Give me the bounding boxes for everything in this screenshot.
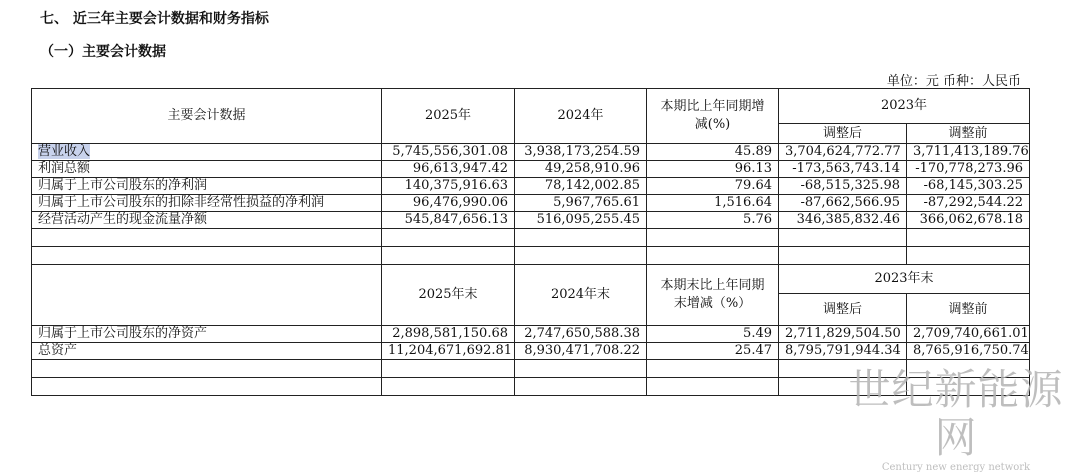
watermark-subtitle: Century new energy network (881, 462, 1031, 473)
header-2024: 2024年 (515, 89, 647, 144)
cell-2024: 78,142,002.85 (515, 178, 647, 195)
cell-adjusted-after: -173,563,743.14 (779, 161, 907, 178)
row-label: 归属于上市公司股东的扣除非经常性损益的净利润 (32, 195, 382, 212)
header-2025-end: 2025年末 (382, 265, 515, 326)
sub-title: （一）主要会计数据 (40, 44, 166, 60)
cell-adjusted-after: 346,385,832.46 (779, 212, 907, 229)
cell-adjusted-before: 2,709,740,661.01 (907, 326, 1030, 343)
cell-adjusted-before: -68,145,303.25 (907, 178, 1030, 195)
table-row-blank (32, 360, 1030, 378)
row-label: 归属于上市公司股东的净利润 (32, 178, 382, 195)
cell-2024: 49,258,910.96 (515, 161, 647, 178)
cell-2025-end: 2,898,581,150.68 (382, 326, 515, 343)
cell-2025: 5,745,556,301.08 (382, 144, 515, 161)
table-row-net-assets (32, 326, 1030, 343)
cell-adjusted-after: 2,711,829,504.50 (779, 326, 907, 343)
financial-data-table (31, 88, 1030, 396)
row-label (32, 144, 382, 161)
cell-adjusted-before: 8,765,916,750.74 (907, 343, 1030, 360)
row-label-highlighted: 营业收入 (38, 144, 91, 159)
cell-adjusted-before: -87,292,544.22 (907, 195, 1030, 212)
cell-change: 79.64 (647, 178, 779, 195)
table-row-net-profit-excl-nonrecurring (32, 195, 1030, 212)
header-change: 本期比上年同期增减(%) (647, 89, 779, 144)
table-row-total-profit (32, 161, 1030, 178)
cell-2025-end: 11,204,671,692.81 (382, 343, 515, 360)
row-label: 归属于上市公司股东的净资产 (32, 326, 382, 343)
table-row-total-assets (32, 343, 1030, 360)
cell-adjusted-after: 8,795,791,944.34 (779, 343, 907, 360)
header-adjusted-after: 调整后 (779, 294, 907, 326)
cell-2024: 5,967,765.61 (515, 195, 647, 212)
table-row-net-profit (32, 178, 1030, 195)
unit-currency-note: 单位：元 币种：人民币 (886, 74, 1021, 89)
table-row-revenue (32, 144, 1030, 161)
cell-2024-end: 8,930,471,708.22 (515, 343, 647, 360)
row-label: 经营活动产生的现金流量净额 (32, 212, 382, 229)
cell-change: 45.89 (647, 144, 779, 161)
cell-adjusted-before: 366,062,678.18 (907, 212, 1030, 229)
table-row-blank (32, 378, 1030, 396)
cell-change: 5.49 (647, 326, 779, 343)
cell-adjusted-before: 3,711,413,189.76 (907, 144, 1030, 161)
cell-2025: 545,847,656.13 (382, 212, 515, 229)
cell-adjusted-after: -68,515,325.98 (779, 178, 907, 195)
cell-2025: 140,375,916.63 (382, 178, 515, 195)
header-change-end: 本期末比上年同期末增减（%） (647, 265, 779, 326)
header-2024-end: 2024年末 (515, 265, 647, 326)
header-adjusted-after: 调整后 (779, 124, 907, 144)
table-row-operating-cash-flow (32, 212, 1030, 229)
table-row-blank (32, 229, 1030, 247)
cell-change: 1,516.64 (647, 195, 779, 212)
cell-2024: 516,095,255.45 (515, 212, 647, 229)
cell-2025: 96,476,990.06 (382, 195, 515, 212)
cell-2024-end: 2,747,650,588.38 (515, 326, 647, 343)
header-adjusted-before: 调整前 (907, 124, 1030, 144)
header-2023-end: 2023年末 (779, 265, 1030, 294)
watermark-logo-text: 世纪新能源网 (848, 365, 1064, 462)
table-row-blank (32, 247, 1030, 265)
header-main-label: 主要会计数据 (32, 89, 382, 144)
cell-adjusted-after: 3,704,624,772.77 (779, 144, 907, 161)
header-main-label-empty (32, 265, 382, 326)
row-label: 总资产 (32, 343, 382, 360)
header-2023: 2023年 (779, 89, 1030, 124)
cell-change: 25.47 (647, 343, 779, 360)
cell-adjusted-before: -170,778,273.96 (907, 161, 1030, 178)
section-title: 七、 近三年主要会计数据和财务指标 (40, 11, 269, 27)
cell-2024: 3,938,173,254.59 (515, 144, 647, 161)
table2-header-row (32, 265, 1030, 294)
cell-change: 5.76 (647, 212, 779, 229)
header-2025: 2025年 (382, 89, 515, 144)
header-adjusted-before: 调整前 (907, 294, 1030, 326)
row-label: 利润总额 (32, 161, 382, 178)
cell-adjusted-after: -87,662,566.95 (779, 195, 907, 212)
cell-change: 96.13 (647, 161, 779, 178)
table1-header-row (32, 89, 1030, 124)
cell-2025: 96,613,947.42 (382, 161, 515, 178)
